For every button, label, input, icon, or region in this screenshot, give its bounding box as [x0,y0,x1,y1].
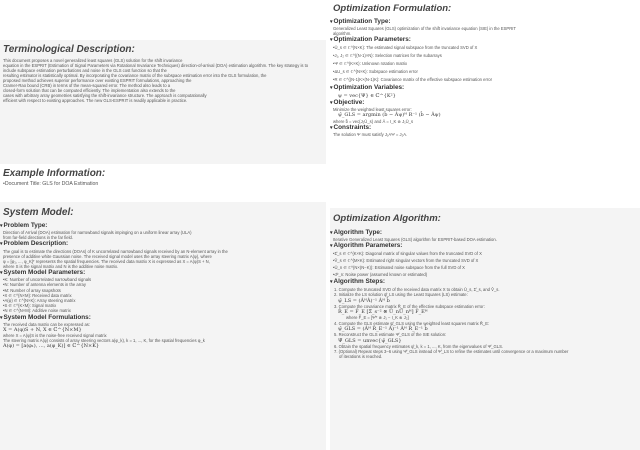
optimization-variables-equation: ψ = vec{Ψ} ∈ ℂ^{K²} [338,92,396,99]
terminological-heading: Terminological Description: [3,44,135,55]
optimization-type-text [330,26,640,36]
terminological-line: closed-form solution that can be computed efficiently. The implementation also extends to the [3,88,176,93]
list-item: • ΔU_s ∈ ℂ^{N×K}: Subspace estimation error [330,68,640,76]
problem-type-label: ▾ Problem Type: [0,222,326,230]
list-item: • J₁, J₂ ∈ ℂ^{(N-1)×N}: Selection matrices for the subarrays [330,52,640,60]
list-item: • N: Number of antenna elements in the array [0,282,326,287]
equation: X = A(φ)S + N, X ∈ ℂ^{N×M} [3,327,82,334]
list-item: • M: Number of array snapshots [0,288,326,293]
algorithm-steps-label: ▾ Algorithm Steps: [330,278,640,286]
list-item: • Σ̂_s ∈ ℂ^{K×K}: Diagonal matrix of singular values from the truncated SVD of X [330,250,640,257]
text-line: The steering matrix A(φ) consists of array steering vectors a(φ_k), k = 1, ..., K, for the spatial frequencies φ_k [3,338,205,344]
text-line: Generalized Least Squares (GLS) optimization of the shift invariance equation (SIE) in the ESPRIT [333,25,516,31]
list-item: • X ∈ ℂ^{N×M}: Received data matrix [0,293,326,298]
optimization-formulation-heading: Optimization Formulation: [333,3,452,14]
list-item: • Ψ ∈ ℂ^{K×K}: Unknown rotation matrix [330,60,640,68]
optimization-type-label: ▾ Optimization Type: [330,18,640,26]
terminological-line: This document proposes a novel generalized least squares (GLS) solution for the shift invariance [3,58,183,63]
algorithm-equation: ψ̂_LS = (ÂᴴÂ)⁻¹ Âᴴ b̂ [338,297,390,304]
algorithm-step-continuation: of iterations is reached. [339,354,383,360]
system-params-label: ▾ System Model Parameters: [0,269,326,277]
constraints-text: The solution Ψ must satisfy J₁AΨ = J₂A. [333,131,408,137]
system-params-list [0,277,326,313]
terminological-line: include subspace estimation perturbations and noise in the GLS cost function so that the [3,68,167,73]
problem-description-label: ▾ Problem Description: [0,240,326,248]
system-formulations [0,322,326,349]
algorithm-equation: R̂_E = F̂_E [Σ̂_s⁻² ⊗ Û_nÛ_nᴴ] F̂_Eᴴ [338,309,428,316]
system-model-heading: System Model: [3,207,74,218]
list-item: • σ̂²_n: Noise power (assumed known or estimated) [330,271,640,278]
example-heading: Example Information: [3,168,106,179]
terminological-section [0,40,326,164]
system-model-section [0,202,326,450]
text-line: The goal is to estimate the directions (DOAs) of K uncorrelated narrowband signals received by an N-element array in the [3,248,228,254]
objective-text: Minimize the weighted least squares error: [333,107,412,113]
list-item: • A(φ) ∈ ℂ^{N×K}: Array steering matrix [0,298,326,303]
objective-equation: ψ̂_GLS = argmin (b̂ − Âψ)ᴴ R⁻¹ (b̂ − Âψ) [338,112,441,119]
constraints-label: ▾ Constraints: [330,124,640,132]
terminological-text [0,58,326,103]
algorithm-type-label: ▾ Algorithm Type: [330,229,640,237]
terminological-line: cases with arbitrary array geometries satisfying the shift-invariance structure. The approach is computationally [3,93,207,98]
text-line: The received data matrix can be expressed as: [3,322,91,328]
equation: A(φ) = [a(φ₁), ..., a(φ_K)] ∈ ℂ^{N×K} [3,343,100,350]
optimization-algorithm-section [330,208,640,450]
objective-where: where b̂ = vec{J₂Û_s} and Â = I_K ⊗ J₁Û_s [333,118,414,124]
algorithm-params-label: ▾ Algorithm Parameters: [330,242,640,250]
document-title: • Document Title: GLS for DOA Estimation [0,181,326,188]
text-line: presence of additive white Gaussian noise. The received signal model uses the array steering matrix A(φ), where [3,253,212,259]
algorithm-equation: Ψ̂_GLS = unvec{ψ̂_GLS} [338,337,402,344]
text-line: algorithm. [333,30,352,36]
terminological-line: efficient with respect to existing approaches. The new GLS-ESPRIT is readily applicable in practice. [3,98,188,103]
list-item: • Û_n ∈ ℂ^{N×(N−K)}: Estimated noise subspace from the full SVD of X [330,264,640,271]
algorithm-step: 5. Reconstruct the GLS estimate Ψ̂_GLS of the SIE solution: [334,332,447,338]
optimization-params-list [330,44,640,84]
terminological-line: Cramer-Rao bound (CRB) in terms of the mean-squared error. The method also leads to a [3,83,171,88]
problem-type-text [0,230,326,240]
algorithm-type-text: Iterative Generalized Least Squares (GLS) algorithm for ESPRIT-based DOA estimation. [333,236,497,242]
optimization-formulation-section [330,0,640,206]
algorithm-step: 2. Initialize the LS solution ψ̂_LS using the Least Squares (LS) estimate: [334,292,468,298]
list-item: • S ∈ ℂ^{K×M}: Signal matrix [0,303,326,308]
optimization-variables-label: ▾ Optimization Variables: [330,84,640,92]
terminological-line: resulting estimator is statistically optimal. By incorporating the covariance matrix of the subspace estimation error into the GLS formulation, the [3,73,267,78]
algorithm-step: 6. Obtain the spatial frequency estimates φ̂_k, k = 1, ..., K, from the eigenvalues of Ψ̂_GLS. [334,343,504,349]
terminological-line: equation in the ESPRIT (Estimation of Signal Parameters via Rotational Invariance Techniques) direction-of-arrival (DOA) estimation algorithm. The key strategy is to [3,63,309,68]
algorithm-params-list [330,250,640,278]
list-item: • N ∈ ℂ^{N×M}: Additive noise matrix [0,308,326,313]
problem-description-text [0,249,326,269]
algorithm-step: 1. Compute the truncated SVD of the received data matrix X to obtain Û_s, Σ̂_s, and V̂_s. [334,286,500,292]
list-item: • Û_s ∈ ℂ^{N×K}: The estimated signal subspace from the truncated SVD of X [330,44,640,52]
algorithm-step-where: where F̂_E = [Ψ̂ᵀ ⊗ J₁ − I_K ⊗ J₂] [346,315,409,321]
algorithm-equation: ψ̂_GLS = (Âᴴ R̂_E⁻¹ Â)⁻¹ Âᴴ R̂_E⁻¹ b̂ [338,326,428,333]
algorithm-step: 4. Compute the GLS estimate ψ̂_GLS using the weighted least squares matrix R̂_E: [334,320,490,326]
text-line: where X = A(φ)S is the noise-free received signal matrix [3,333,107,339]
algorithm-steps [330,287,640,360]
text-line: Direction of Arrival (DOA) estimation for narrowband signals impinging on a uniform linear array (ULA) [3,230,192,236]
terminological-line: proposed method achieves superior performance over existing ESPRIT formulations, approaching the [3,78,192,83]
list-item: • K: Number of uncorrelated narrowband signals [0,277,326,282]
text-line: from far-field directions in the far field. [3,235,74,241]
example-section [0,164,326,194]
text-line: φ = [φ₁, ..., φ_K]ᵀ represents the spatial frequencies. The received data matrix X is expressed as X = A(φ)S + N, [3,258,210,264]
algorithm-step: 7. (Optional) Repeat steps 3–6 using Ψ̂_GLS instead of Ψ̂_LS to refine the estimates until convergence or a maximum number [334,349,569,355]
optimization-params-label: ▾ Optimization Parameters: [330,36,640,44]
text-line: where S is the signal matrix and N is the additive noise matrix. [3,263,119,269]
system-formulations-label: ▾ System Model Formulations: [0,314,326,322]
algorithm-step: 3. Compute the covariance matrix R̂_E of the effective subspace estimation error: [334,303,485,309]
list-item: • V̂_s ∈ ℂ^{M×K}: Estimated right singular vectors from the truncated SVD of X [330,257,640,264]
optimization-algorithm-heading: Optimization Algorithm: [333,213,441,224]
objective-label: ▾ Objective: [330,99,640,107]
list-item: • R ∈ ℂ^{(N-1)K×(N-1)K}: Covariance matrix of the effective subspace estimation error [330,76,640,84]
